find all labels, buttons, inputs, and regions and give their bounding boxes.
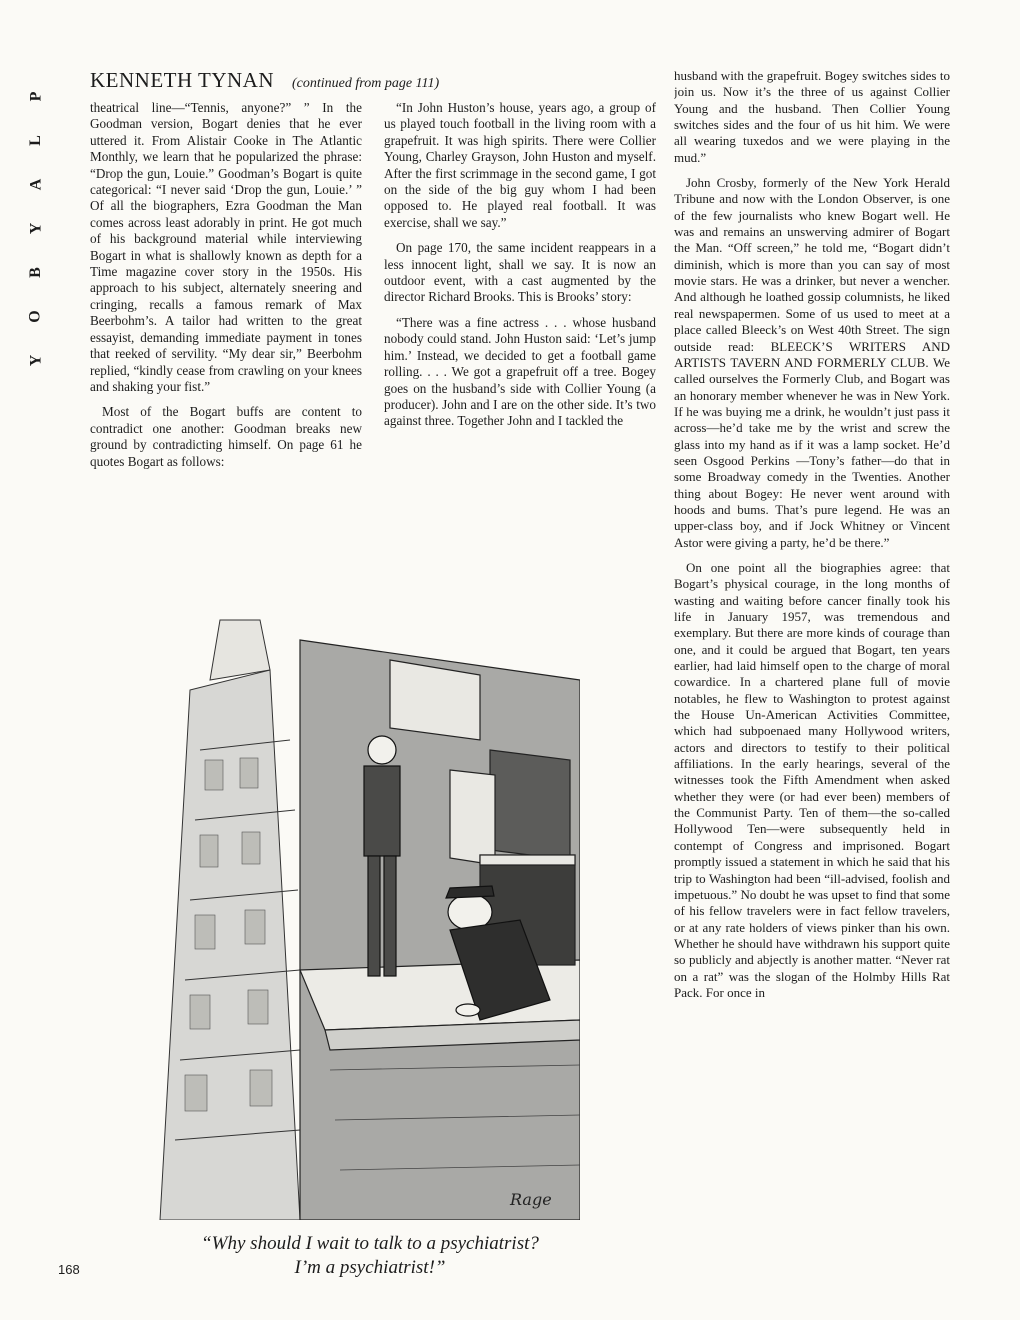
text-column-1: [90, 100, 362, 580]
paragraph: theatrical line—“Tennis, anyone?” ” In the Goodman version, Bogart denies that he ever uttered it. From Alistair Cooke in The Atlantic Monthly, we learn that he popularized the phrase: “Drop the gun, Louie.” Goodman’s Bogart is quite categorical: “I never said ‘Drop the gun, Louie.’ ” Of all the biographers, Ezra Goodman the Man comes across least adorably in print. He got much of his background material while interviewing Bogart in what is shallowly known as depth for a Time magazine cover story in the 1950s. His approach to his subject, alternately sneering and cringing, recalls a famous remark of Max Beerbohm’s. A tailor had written to the great essayist, demanding immediate payment in tones that reeked of servility. “My dear sir,” Beerbohm replied, “kindly cease from crawling on your knees and shaking your fist.”: [90, 100, 362, 394]
mag-letter: O: [26, 309, 44, 323]
cartoon-illustration: [150, 600, 580, 1220]
magazine-vertical-title: [22, 74, 50, 367]
mag-letter: B: [26, 266, 44, 278]
mag-letter: Y: [27, 221, 44, 235]
paragraph: “In John Huston’s house, years ago, a group of us played touch football in the living room with a grapefruit. It was high spirits. There were Collier Young, Charley Grayson, John Huston and myself. After the first scrimmage in the second game, I got on the side of the big guy whom I had been opposed to. He played real football. It was exercise, shall we say.”: [384, 100, 656, 230]
paragraph: “There was a fine actress . . . whose husband nobody could stand. John Huston said: ‘Let’s jump him.’ Instead, we decided to get a football game rolling. . . . We got a grapefruit off a tree. Bogey goes on the husband’s side with Collier Young (a producer). John and I are on the other side. It’s two against three. Together John and I tackled the: [384, 314, 656, 429]
continuation-note: (continued from page 111): [292, 76, 440, 91]
mag-letter: Y: [27, 353, 44, 367]
page-number: 168: [58, 1262, 80, 1277]
mag-letter: P: [27, 90, 44, 102]
cartoon-caption: “Why should I wait to talk to a psychiatrist? I’m a psychiatrist!”: [201, 1233, 539, 1278]
artist-signature: Rage: [510, 1190, 552, 1209]
paragraph: Most of the Bogart buffs are content to contradict one another: Goodman breaks new ground by contradicting himself. On page 61 he quotes Bogart as follows:: [90, 404, 362, 469]
paragraph: John Crosby, formerly of the New York Herald Tribune and now with the London Observer, is one of the few journalists who knew Bogart well. He was and remains an unswerving admirer of Bogart the Man. “Off screen,” he told me, “Bogart didn’t diminish, which is more than you can say of most movie stars. He was a drinker, but never a wencher. And although he loathed gossip columnists, he liked real newspapermen. Some of us used to meet at a place called Bleeck’s on West 40th Street. The sign outside read: BLEECK’S WRITERS AND ARTISTS TAVERN AND FORMERLY CLUB. We called ourselves the Formerly Club, and Bogart was an honorary member whenever he was in New York. If he was buying me a drink, he wouldn’t just pass it across—he’d take me by the wrist and screw the glass into my hand as if it was a lamp socket. He’d seen Osgood Perkins —Tony’s father—do that in some Broadway comedy in the Twenties. Another thing about Bogey: He never went around with hoods and bums. That’s pure legend. He was an upper-class boy, and if Jock Whitney or Vincent Astor were giving a party, he’d be there.”: [674, 175, 950, 550]
author-name: KENNETH TYNAN: [90, 68, 275, 92]
article-header: [90, 68, 650, 96]
paragraph: On page 170, the same incident reappears in a less innocent light, shall we say. It is now an outdoor event, with a cast augmented by the director Richard Brooks. This is Brooks’ story:: [384, 240, 656, 305]
text-column-3: [674, 68, 950, 1290]
text-column-2: [384, 100, 656, 585]
mag-letter: L: [26, 134, 44, 146]
mag-letter: A: [27, 177, 44, 191]
paragraph: husband with the grapefruit. Bogey switches sides to join us. Now it’s the three of us against Collier Young and the husband. Then Collier Young switches sides and the four of us hit him. We were all wearing tuxedos and we were playing in the mud.”: [674, 68, 950, 165]
paragraph: On one point all the biographies agree: that Bogart’s physical courage, in the long months of wasting and waiting before cancer finally took his life in January 1957, was tremendous and exemplary. But there are more kinds of courage than one, and it could be argued that Bogart, ten years earlier, had laid himself open to the charge of moral cowardice. In a chartered plane full of movie notables, he flew to Washington to protest against the House Un-American Activities Committee, which had subpoenaed many Hollywood writers, actors and directors to testify to their political affiliations. In the early hearings, several of the witnesses took the Fifth Amendment when asked whether they were (or had ever been) members of the Communist Party. Ten of them—the so-called Hollywood Ten—were subsequently held in contempt of Congress and imprisoned. Bogart promptly issued a statement in which he said that his trip to Washington had been “ill-advised, foolish and impetuous.” No doubt he was upset to find that some of his fellow travelers were in fact fellow travelers, or at any rate holders of views pinker than his own. Whether he should have withdrawn his support quite so publicly and abjectly is another matter. “Never rat on a rat” was the slogan of the Holmby Hills Rat Pack. For once in: [674, 559, 950, 1000]
